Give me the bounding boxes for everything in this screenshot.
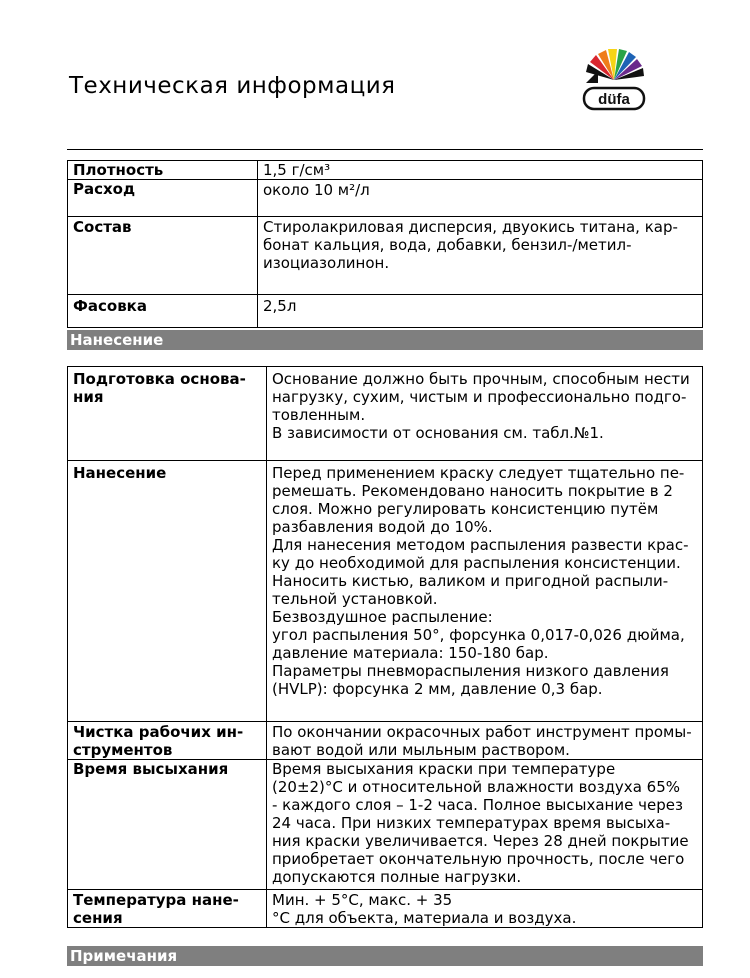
table-row [68,461,703,722]
property-label: Плотность [68,161,258,180]
property-value: Стиролакриловая дисперсия, двуокись титана, кар- бонат кальция, вода, добавки, бензил-/метил- изоциазолинон. [258,217,703,295]
application-label: Температура нане- сения [68,890,267,928]
section-header-notes: Примечания [67,946,703,966]
table-row [68,367,703,461]
table-row [68,217,703,295]
application-label: Чистка рабочих ин- струментов [68,722,267,760]
page-title: Техническая информация [69,73,396,99]
table-row [68,161,703,180]
property-label: Состав [68,217,258,295]
property-value: около 10 м²/л [258,180,703,217]
property-value: 1,5 г/см³ [258,161,703,180]
table-row [68,890,703,928]
application-value: Основание должно быть прочным, способным нести нагрузку, сухим, чистым и профессионально подго- товленным. В зависимости от основания см. табл.№1. [267,367,703,461]
application-table [67,366,703,928]
application-label: Время высыхания [68,760,267,890]
table-row [68,722,703,760]
property-label: Фасовка [68,295,258,328]
logo-wordmark: düfa [598,91,630,108]
table-row [68,760,703,890]
properties-table [67,160,703,328]
header-divider [67,149,703,150]
application-value: По окончании окрасочных работ инструмент промы- вают водой или мыльным раствором. [267,722,703,760]
application-value: Мин. + 5°С, макс. + 35 °С для объекта, материала и воздуха. [267,890,703,928]
section-header-application: Нанесение [67,330,703,350]
application-label: Нанесение [68,461,267,722]
table-row [68,295,703,328]
application-value: Перед применением краску следует тщательно пе- ремешать. Рекомендовано наносить покрытие в 2 слоя. Можно регулировать консистенцию путём разбавления водой до 10%. Для нанесения методом распыления развести крас- ку до необходимой для распыления консистенции. Наносить кистью, валиком и пригодной распыли- тельной установкой. Безвоздушное распыление: угол распыления 50°, форсунка 0,017-0,026 дюйма, давление материала: 150-180 бар. Параметры пневмораспыления низкого давления (HVLP): форсунка 2 мм, давление 0,3 бар. [267,461,703,722]
property-label: Расход [68,180,258,217]
dufa-logo [578,43,650,115]
application-label: Подготовка основа- ния [68,367,267,461]
table-row [68,180,703,217]
application-value: Время высыхания краски при температуре (20±2)°С и относительной влажности воздуха 65% - каждого слоя – 1-2 часа. Полное высыхание через 24 часа. При низких температурах время высыха- ния краски увеличивается. Через 28 дней покрытие приобретает окончательную прочность, после чего допускаются полные нагрузки. [267,760,703,890]
property-value: 2,5л [258,295,703,328]
